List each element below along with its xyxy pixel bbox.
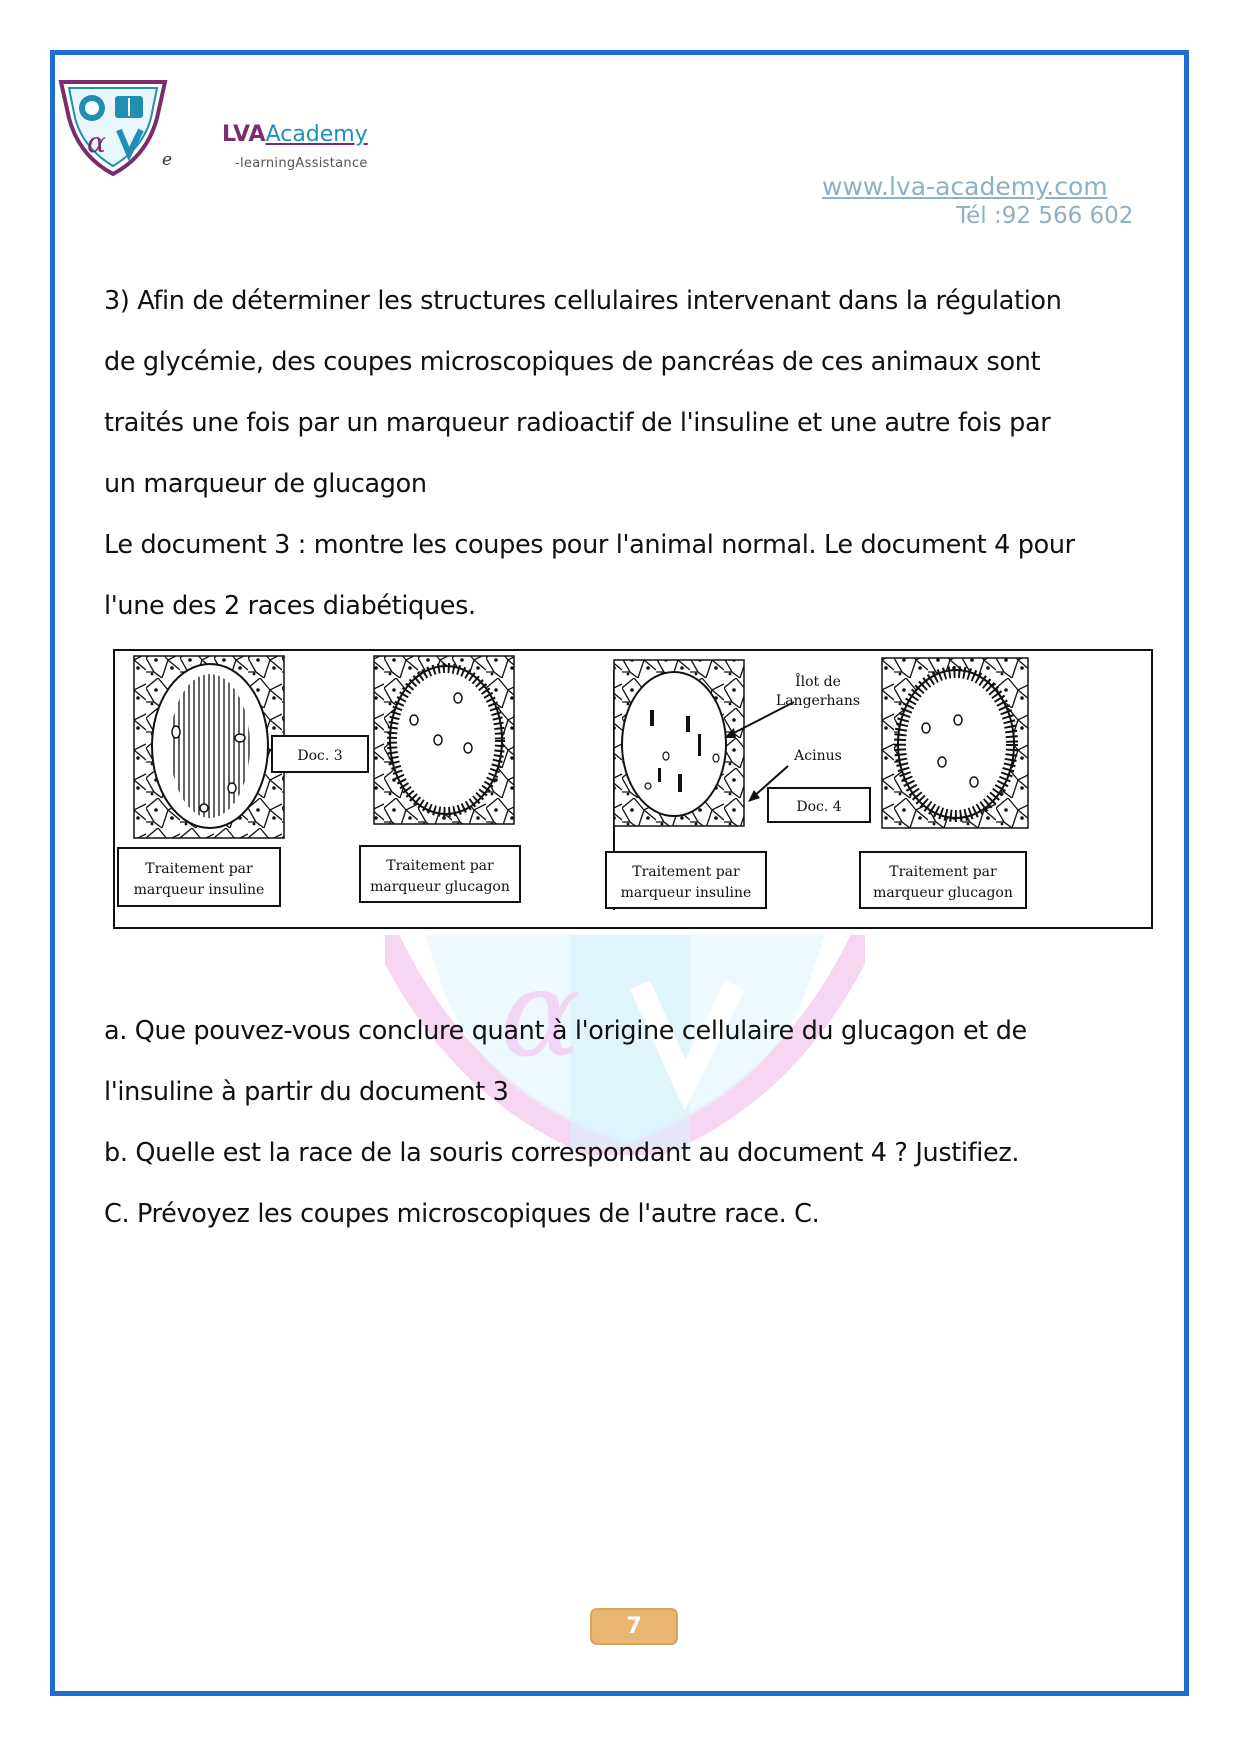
doc4-label: Doc. 4 xyxy=(796,799,842,815)
panel-diabetic-insulin xyxy=(614,660,744,826)
caption-line: marqueur insuline xyxy=(133,882,265,898)
panel-normal-glucagon xyxy=(374,656,514,824)
ilot-label: Îlot de xyxy=(795,674,841,690)
panel-diabetic-glucagon xyxy=(882,658,1028,828)
brand-name xyxy=(222,122,368,147)
page-number: 7 xyxy=(626,1614,642,1639)
doc3-label: Doc. 3 xyxy=(297,748,343,764)
phone-number: Tél :92 566 602 xyxy=(956,203,1134,229)
caption-line: marqueur glucagon xyxy=(370,879,510,895)
website-link[interactable]: www.lva-academy.com xyxy=(822,172,1108,201)
question-3-line: 3) Afin de déterminer les structures cellulaires intervenant dans la régulation xyxy=(104,286,1062,316)
brand-academy: Academy xyxy=(265,122,368,147)
acinus-label: Acinus xyxy=(794,748,842,764)
brand-lva: LVA xyxy=(222,122,266,147)
question-3-line: l'une des 2 races diabétiques. xyxy=(104,591,476,621)
caption-line: marqueur glucagon xyxy=(873,885,1013,901)
question-3-line: de glycémie, des coupes microscopiques de pancréas de ces animaux sont xyxy=(104,347,1041,377)
caption-line: marqueur insuline xyxy=(620,885,752,901)
question-line: a. Que pouvez-vous conclure quant à l'origine cellulaire du glucagon et de xyxy=(104,1016,1027,1046)
caption-line: Traitement par xyxy=(386,858,494,874)
svg-text:α: α xyxy=(500,945,582,1084)
brand-tagline: -learningAssistance xyxy=(235,156,368,171)
question-line: C. Prévoyez les coupes microscopiques de l'autre race. C. xyxy=(104,1199,820,1229)
question-3-line: Le document 3 : montre les coupes pour l'animal normal. Le document 4 pour xyxy=(104,530,1075,560)
academy-logo xyxy=(57,78,169,178)
logo-e-letter: e xyxy=(162,150,173,170)
question-line: b. Quelle est la race de la souris correspondant au document 4 ? Justifiez. xyxy=(104,1138,1020,1168)
panel-normal-insulin xyxy=(134,656,284,838)
caption-line: Traitement par xyxy=(145,861,253,877)
question-3-line: un marqueur de glucagon xyxy=(104,469,427,499)
question-3-line: traités une fois par un marqueur radioactif de l'insuline et une autre fois par xyxy=(104,408,1051,438)
langerhans-label: Langerhans xyxy=(775,693,861,709)
caption-line: Traitement par xyxy=(889,864,997,880)
pancreas-sections-figure xyxy=(112,648,1154,930)
page-number-badge xyxy=(590,1608,678,1645)
svg-text:α: α xyxy=(87,126,106,159)
question-line: l'insuline à partir du document 3 xyxy=(104,1077,509,1107)
caption-line: Traitement par xyxy=(632,864,740,880)
